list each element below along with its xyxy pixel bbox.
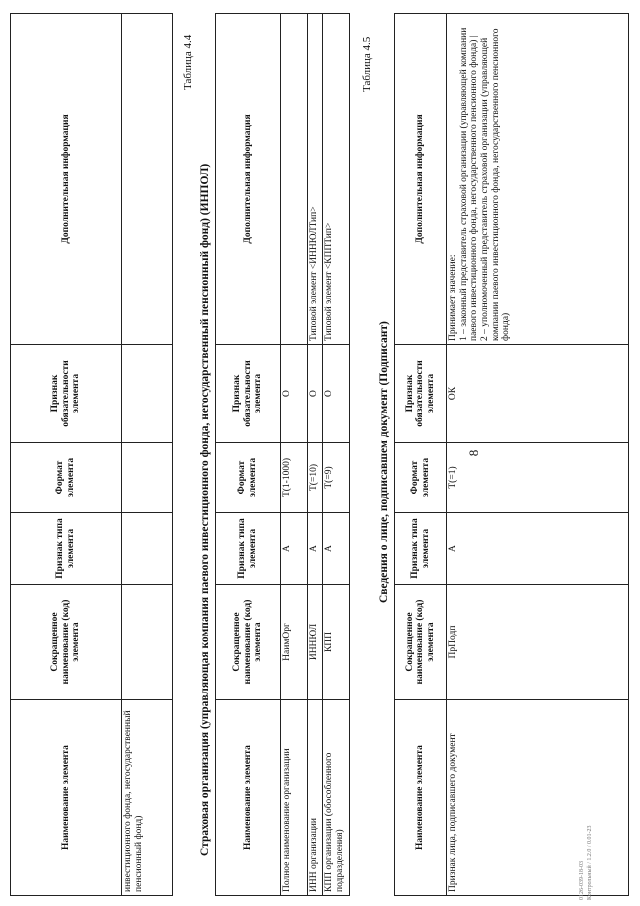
col-header: Признак обязательности элемента bbox=[11, 345, 122, 443]
col-header: Дополнительная информация bbox=[11, 14, 122, 345]
table-cell bbox=[122, 513, 173, 585]
header-row bbox=[11, 14, 122, 896]
table-4-5 bbox=[394, 13, 629, 896]
table-cell bbox=[281, 14, 308, 345]
table-cell: Полное наименование организации bbox=[281, 700, 308, 896]
table-4-4 bbox=[215, 13, 350, 896]
header-row bbox=[216, 14, 281, 896]
col-header: Признак обязательности элемента bbox=[395, 345, 447, 443]
table-row bbox=[323, 14, 350, 896]
col-header: Сокращенное наименование (код) элемента bbox=[216, 585, 281, 700]
table-cell bbox=[122, 443, 173, 513]
stamp-line: 0126-039-18-03 bbox=[579, 861, 585, 900]
col-header: Формат элемента bbox=[11, 443, 122, 513]
page-number: 8 bbox=[466, 449, 481, 457]
table-caption: Страховая организация (управляющая компания паевого инвестиционного фонда, негосударственный пенсионный фонд) (ИНПОЛ) bbox=[199, 163, 211, 856]
col-header: Признак типа элемента bbox=[11, 513, 122, 585]
table-cell: T(=1) bbox=[447, 443, 629, 513]
table-cell: ОК bbox=[447, 345, 629, 443]
table-cell: инвестиционного фонда, негосударственный пенсионный фонд) bbox=[122, 700, 173, 896]
table-cell: А bbox=[323, 513, 350, 585]
col-header: Наименование элемента bbox=[216, 700, 281, 896]
table-cell: Типовой элемент <ИННЮЛТип> bbox=[308, 14, 323, 345]
table-cell bbox=[122, 345, 173, 443]
table-label: Таблица 4.4 bbox=[182, 34, 194, 90]
col-header: Наименование элемента bbox=[11, 700, 122, 896]
table-cell: КПП bbox=[323, 585, 350, 700]
table-cell: T(=9) bbox=[323, 443, 350, 513]
table-cell: Типовой элемент <КППТип> bbox=[323, 14, 350, 345]
table-cell: T(1-1000) bbox=[281, 443, 308, 513]
table-row bbox=[281, 14, 308, 896]
table-row bbox=[308, 14, 323, 896]
col-header: Признак типа элемента bbox=[395, 513, 447, 585]
stamp-line: Контрольный / 1.2.0 / 0.01-23 bbox=[586, 825, 593, 900]
col-header: Наименование элемента bbox=[395, 700, 447, 896]
document-stamp bbox=[579, 825, 595, 900]
col-header: Признак типа элемента bbox=[216, 513, 281, 585]
table-cell: А bbox=[308, 513, 323, 585]
header-row bbox=[395, 14, 447, 896]
table-cell: ИНН организации bbox=[308, 700, 323, 896]
table-cell: Признак лица, подписавшего документ bbox=[447, 700, 629, 896]
table-cell: Принимает значение: 1 – законный представитель страховой организации (управляющей компании паевого инвестиционного фонда, негосударственного пенсионного фонда) | 2 – уполномоченный представитель страховой организации (управляющей компании паевого инвестиционного фонда, негосударственного пенсионного фонда) bbox=[447, 14, 629, 345]
table-cell: ИННЮЛ bbox=[308, 585, 323, 700]
table-cell: А bbox=[447, 513, 629, 585]
table-cell: А bbox=[281, 513, 308, 585]
col-header: Формат элемента bbox=[395, 443, 447, 513]
table-continuation bbox=[10, 13, 173, 896]
col-header: Дополнительная информация bbox=[395, 14, 447, 345]
table-cell: ПрПодп bbox=[447, 585, 629, 700]
table-label: Таблица 4.5 bbox=[361, 36, 373, 92]
table-caption: Сведения о лице, подписавшем документ (Подписант) bbox=[378, 321, 390, 603]
table-cell: О bbox=[281, 345, 308, 443]
col-header: Дополнительная информация bbox=[216, 14, 281, 345]
table-cell: КПП организации (обособленного подразделения) bbox=[323, 700, 350, 896]
table-cell: T(=10) bbox=[308, 443, 323, 513]
col-header: Формат элемента bbox=[216, 443, 281, 513]
table-cell: О bbox=[323, 345, 350, 443]
table-row bbox=[447, 14, 629, 896]
col-header: Сокращенное наименование (код) элемента bbox=[11, 585, 122, 700]
col-header: Сокращенное наименование (код) элемента bbox=[395, 585, 447, 700]
table-cell: О bbox=[308, 345, 323, 443]
table-cell bbox=[122, 14, 173, 345]
table-row bbox=[122, 14, 173, 896]
table-cell: НаимОрг bbox=[281, 585, 308, 700]
table-cell bbox=[122, 585, 173, 700]
col-header: Признак обязательности элемента bbox=[216, 345, 281, 443]
